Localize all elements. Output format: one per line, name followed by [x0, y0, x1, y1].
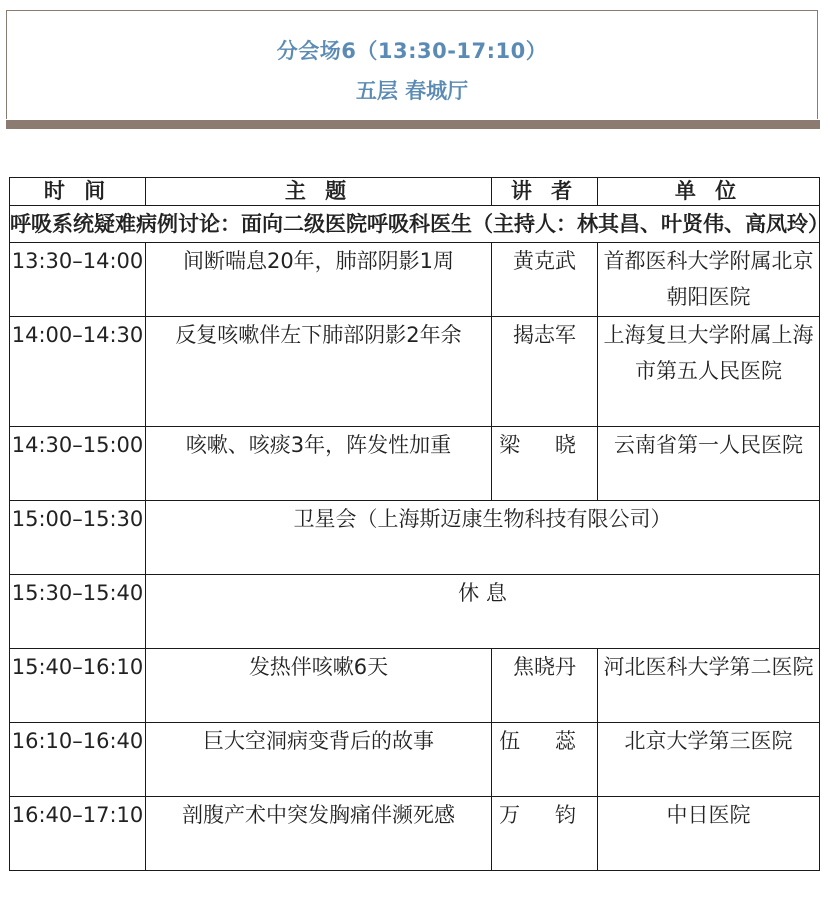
topic-cell: 发热伴咳嗽6天 [146, 649, 492, 723]
session-row [10, 206, 820, 243]
time-cell: 15:00–15:30 [10, 501, 146, 575]
session-location: 五层 春城厅 [355, 79, 469, 103]
unit-cell: 河北医科大学第二医院 [598, 649, 820, 723]
table-row [10, 797, 820, 871]
break-cell: 休 息 [146, 575, 820, 649]
unit-cell: 首都医科大学附属北京朝阳医院 [598, 243, 820, 317]
table-row [10, 649, 820, 723]
topic-cell: 间断喘息20年，肺部阴影1周 [146, 243, 492, 317]
speaker-cell: 焦晓丹 [492, 649, 598, 723]
unit-cell: 中日医院 [598, 797, 820, 871]
time-cell: 15:40–16:10 [10, 649, 146, 723]
column-header-topic: 主 题 [146, 178, 492, 206]
speaker-cell: 伍 蕊 [492, 723, 598, 797]
table-row [10, 243, 820, 317]
session-title: 分会场6（13:30-17:10） [276, 39, 548, 63]
unit-cell: 北京大学第三医院 [598, 723, 820, 797]
time-cell: 14:00–14:30 [10, 317, 146, 427]
column-header-speaker: 讲 者 [492, 178, 598, 206]
column-header-unit: 单 位 [598, 178, 820, 206]
header-underline-bar [6, 120, 820, 129]
table-row [10, 427, 820, 501]
satellite-meeting-cell: 卫星会（上海斯迈康生物科技有限公司） [146, 501, 820, 575]
table-row [10, 501, 820, 575]
session-topic: 呼吸系统疑难病例讨论：面向二级医院呼吸科医生（主持人：林其昌、叶贤伟、高凤玲） [10, 206, 820, 243]
time-cell: 16:10–16:40 [10, 723, 146, 797]
schedule-table [9, 177, 829, 871]
table-row [10, 723, 820, 797]
session-header [6, 10, 818, 119]
speaker-cell: 揭志军 [492, 317, 598, 427]
time-cell: 13:30–14:00 [10, 243, 146, 317]
topic-cell: 咳嗽、咳痰3年，阵发性加重 [146, 427, 492, 501]
unit-cell: 云南省第一人民医院 [598, 427, 820, 501]
table-row [10, 317, 820, 427]
speaker-cell: 黄克武 [492, 243, 598, 317]
topic-cell: 巨大空洞病变背后的故事 [146, 723, 492, 797]
speaker-cell: 万 钧 [492, 797, 598, 871]
time-cell: 14:30–15:00 [10, 427, 146, 501]
topic-cell: 剖腹产术中突发胸痛伴濒死感 [146, 797, 492, 871]
column-header-time: 时 间 [10, 178, 146, 206]
time-cell: 16:40–17:10 [10, 797, 146, 871]
table-row [10, 575, 820, 649]
speaker-cell: 梁 晓 [492, 427, 598, 501]
table-header-row [10, 178, 820, 206]
unit-cell: 上海复旦大学附属上海市第五人民医院 [598, 317, 820, 427]
topic-cell: 反复咳嗽伴左下肺部阴影2年余 [146, 317, 492, 427]
time-cell: 15:30–15:40 [10, 575, 146, 649]
